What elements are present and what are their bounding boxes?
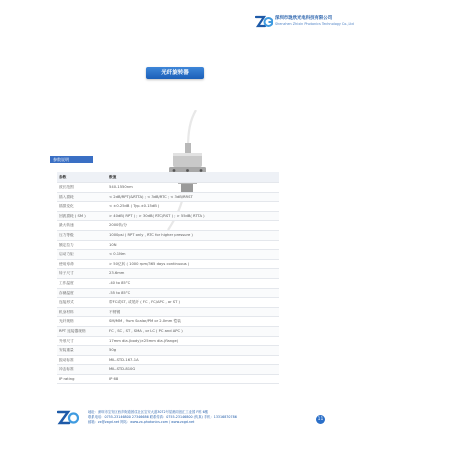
param-name: 工作温度: [57, 278, 107, 288]
footer-email: 邮箱：zx@zxgd.net 网站：www.zx-photonics.com / www.zxgd.net: [88, 420, 195, 425]
param-value: 带FC或ST, 或尾纤 ( FC , FC/APC , or ST ): [107, 298, 279, 308]
spec-table: [57, 172, 279, 384]
param-value: MIL-STD-810G: [107, 365, 279, 375]
param-value: -55 to 85°C: [107, 288, 279, 298]
table-row: [57, 307, 279, 317]
param-name: 插损变化: [57, 202, 107, 212]
param-name: 回波损耗 ( SM ): [57, 211, 107, 221]
company-logo-icon: [255, 14, 273, 30]
param-value: 1000psi ( RPT only , RTC for higher pressure ): [107, 230, 279, 240]
param-name: 波长范围: [57, 183, 107, 193]
param-value: FC , SC , ST , SMA , or LC ( PC and APC ): [107, 326, 279, 336]
param-value: -40 to 85°C: [107, 278, 279, 288]
footer-contact: [88, 410, 237, 426]
header-logo: [255, 14, 425, 30]
param-name: 连接形式: [57, 298, 107, 308]
table-row: [57, 355, 279, 365]
table-row: [57, 183, 279, 193]
param-name: IP rating: [57, 374, 107, 384]
column-header: 数值: [107, 172, 279, 183]
param-value: MIL-STD-167-1A: [107, 355, 279, 365]
param-value: > 40dB( RPT ) ; > 30dB( RTC/RST ) ; > 55dB( RTTA ): [107, 211, 279, 221]
param-name: 额定拉力: [57, 240, 107, 250]
param-value: 17mm dia.(body)×25mm dia.(flange): [107, 336, 279, 346]
param-value: < ±0.25dB ( Typ.±0.15dB ): [107, 202, 279, 212]
param-name: 存储温度: [57, 288, 107, 298]
table-row: [57, 250, 279, 260]
param-value: 50g: [107, 346, 279, 356]
table-row: [57, 374, 279, 384]
page-number: 11: [317, 417, 324, 422]
param-value: SM/MM , 9um Scalar/PM or 2.0mm 铠装: [107, 317, 279, 327]
column-header: 参数: [57, 172, 107, 183]
table-row: [57, 259, 279, 269]
param-name: 压力等级: [57, 230, 107, 240]
param-name: 机身材料: [57, 307, 107, 317]
page-footer: [0, 408, 450, 432]
table-row: [57, 298, 279, 308]
table-row: [57, 240, 279, 250]
param-name: RPT 连接器规格: [57, 326, 107, 336]
table-row: [57, 326, 279, 336]
page-title: 光纤旋转器: [146, 67, 204, 79]
param-name: 振动标准: [57, 355, 107, 365]
table-row: [57, 278, 279, 288]
param-value: 540-1550nm: [107, 183, 279, 193]
table-header-row: [57, 172, 279, 183]
param-name: 最大转速: [57, 221, 107, 231]
param-value: 2000转/分: [107, 221, 279, 231]
footer-phone: 联系电话：0755-23146800 27346686 联系传真：0755-23146800 (传真) 手机：13316870786: [88, 415, 237, 420]
table-row: [57, 211, 279, 221]
table-row: [57, 269, 279, 279]
table-row: [57, 346, 279, 356]
param-value: IP 68: [107, 374, 279, 384]
table-row: [57, 317, 279, 327]
param-name: 外形尺寸: [57, 336, 107, 346]
table-row: [57, 288, 279, 298]
company-name-en: Shenzhen Zhixin Photonics Technology Co.,Ltd: [275, 22, 354, 26]
param-name: 使用寿命: [57, 259, 107, 269]
param-value: < 2dB/RPT(&RTTA) ; < 3dB/RTC ; < 3dB/RRST: [107, 192, 279, 202]
table-row: [57, 192, 279, 202]
param-value: < 0.1Nm: [107, 250, 279, 260]
footer-address: 地址：深圳市宝安区西乡街道固戍社区宝安大道3072号星港同创汇工业园 F栋 6楼: [88, 410, 208, 414]
section-tag: 参数说明: [50, 156, 93, 163]
footer-logo-icon: [57, 408, 79, 428]
param-name: 冲击标准: [57, 365, 107, 375]
table-row: [57, 202, 279, 212]
param-value: 10N: [107, 240, 279, 250]
company-name-cn: 深圳市珑欣光电科技有限公司: [275, 16, 333, 21]
table-row: [57, 221, 279, 231]
table-row: [57, 230, 279, 240]
param-name: 转子尺寸: [57, 269, 107, 279]
param-name: 启动力矩: [57, 250, 107, 260]
param-value: 不锈钢: [107, 307, 279, 317]
table-row: [57, 365, 279, 375]
param-value: > 50亿转 ( 1000 rpm/365 days continuous ): [107, 259, 279, 269]
param-value: 23.6mm: [107, 269, 279, 279]
param-name: 安装重量: [57, 346, 107, 356]
param-name: 插入损耗: [57, 192, 107, 202]
param-name: 光纤规格: [57, 317, 107, 327]
table-row: [57, 336, 279, 346]
